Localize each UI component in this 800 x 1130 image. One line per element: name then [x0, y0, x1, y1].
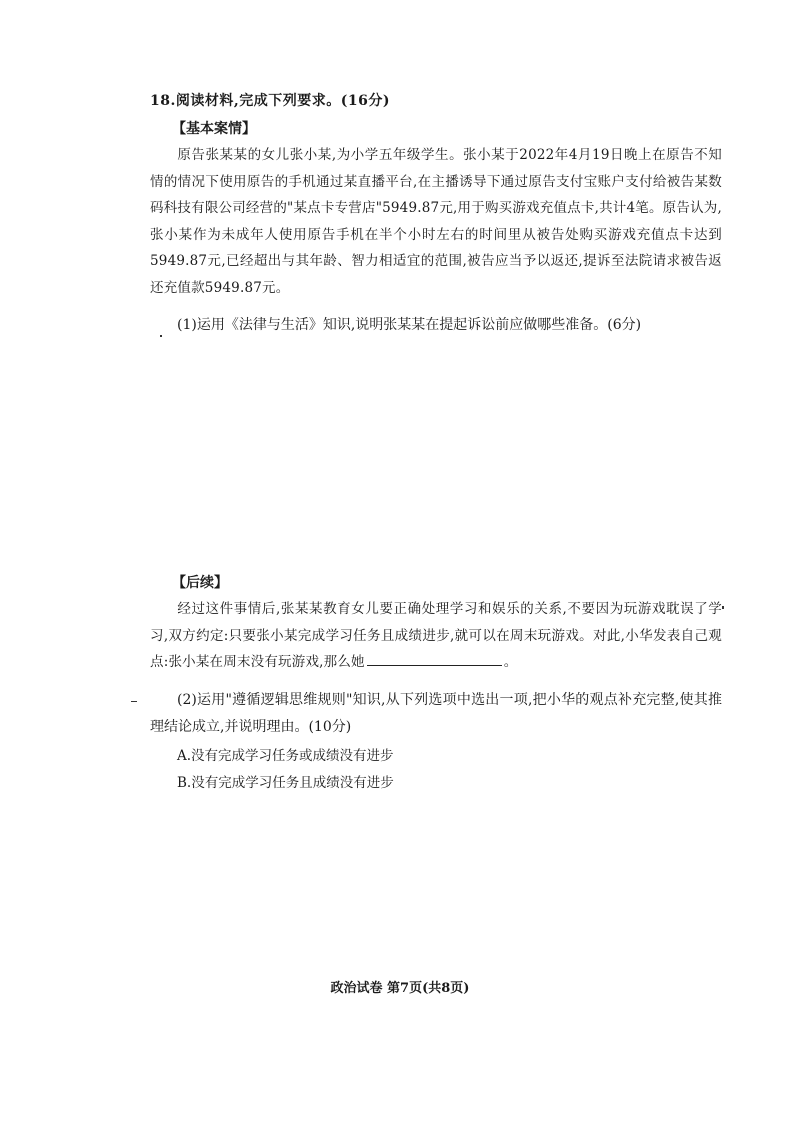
page-footer: 政治试卷 第7页(共8页) [330, 981, 470, 996]
sub-question-1-text: (1)运用《法律与生活》知识,说明张某某在提起诉讼前应做哪些准备。(6分) [177, 317, 642, 333]
scan-speck [722, 606, 724, 609]
option-b: B.没有完成学习任务且成绩没有进步 [177, 775, 394, 791]
answer-space-1[interactable] [150, 345, 722, 560]
sub-question-2-text: (2)运用"遵循逻辑思维规则"知识,从下列选项中选出一项,把小华的观点补充完整,使其推理结论成立,并说明理由。(10分) [150, 692, 722, 735]
case-description-text: 原告张某某的女儿张小某,为小学五年级学生。张小某于2022年4月19日晚上在原告不知情的情况下使用原告的手机通过某直播平台,在主播诱导下通过原告支付宝账户支付给被告某数码科技有限公司经营的"某点卡专营店"5949.87元,用于购买游戏充值点卡,共计4笔。原告认为,张小某作为未成年人使用原告手机在半个小时左右的时间里从被告处购买游戏充值点卡达到5949.87元,已经超出与其年龄、智力相适宜的范围,被告应当予以返还,提诉至法院请求被告返还充值款5949.87元。 [150, 147, 722, 296]
follow-up-text-end: 。 [503, 654, 518, 670]
follow-up-description [150, 596, 722, 676]
sub-question-1 [150, 312, 722, 339]
question-title: 18.阅读材料,完成下列要求。(16分) [150, 93, 390, 109]
option-a: A.没有完成学习任务或成绩没有进步 [177, 748, 394, 764]
scan-speck [160, 335, 162, 337]
sub-question-2 [150, 687, 722, 741]
scan-speck [131, 701, 137, 702]
answer-space-2[interactable] [150, 800, 722, 960]
follow-up-text: 经过这件事情后,张某某教育女儿要正确处理学习和娱乐的关系,不要因为玩游戏耽误了学习,双方约定:只要张小某完成学习任务且成绩进步,就可以在周末玩游戏。对此,小华发表自己观点:张小某在周末没有玩游戏,那么她 [150, 601, 722, 670]
fill-in-blank[interactable] [367, 651, 502, 666]
section-heading-follow-up: 【后续】 [172, 575, 228, 591]
case-description [150, 142, 722, 301]
section-heading-basic-case: 【基本案情】 [172, 121, 256, 137]
